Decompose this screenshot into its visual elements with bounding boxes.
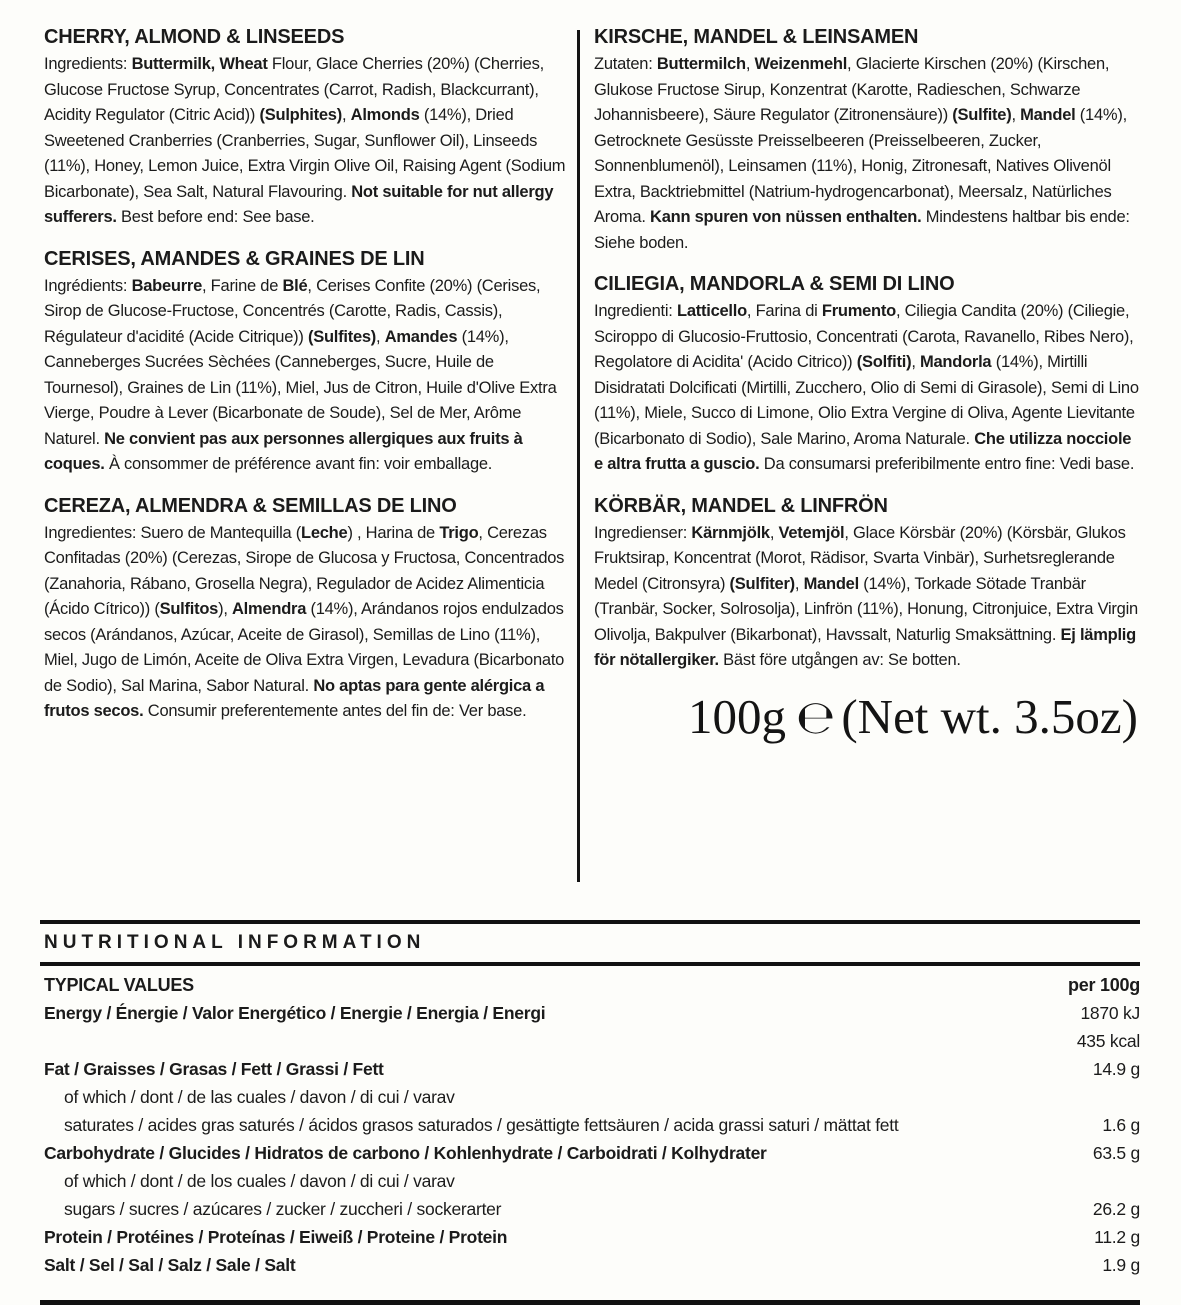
nutrition-row	[0, 1195, 1181, 1223]
text-segment: (14%), Canneberges Sucrées Sèchées (Canneberges, Sucre, Huile de Tournesol), Graines de Lin (11%), Miel, Jus de Citron, Huile d'Olive Extra Vierge, Poudre à Lever (Bicarbonate de Soude), Sel de Mer, Arôme Naturel.	[44, 327, 557, 448]
nutrition-row	[0, 1139, 1181, 1167]
nutrition-row	[0, 1251, 1181, 1279]
text-segment: Consumir preferentemente antes del fin de: Ver base.	[143, 702, 527, 720]
text-segment: À consommer de préférence avant fin: voir emballage.	[104, 455, 493, 473]
right-column	[594, 24, 1140, 922]
typical-values-label: TYPICAL VALUES	[44, 975, 194, 995]
nutrient-value: 26.2 g	[1092, 1199, 1140, 1219]
text-segment: Almonds	[350, 106, 420, 124]
text-segment: Almendra	[232, 600, 307, 618]
nutrition-table-header	[0, 971, 1181, 999]
nutrient-label: saturates / acides gras saturés / ácidos grasos saturados / gesättigte fettsäuren / acida grassi saturi / mättat fett	[64, 1115, 899, 1135]
nutrient-value: 1.6 g	[1102, 1115, 1140, 1135]
net-weight	[594, 689, 1140, 745]
section-italian	[594, 271, 1140, 478]
text-segment: , Ciliegia Candita (20%) (Ciliegie, Sciroppo di Glucosio-Fruttosio, Concentrati (Carota, Ravanello, Ribes Nero), Regolatore di Acidita' (Acido Citrico))	[594, 302, 1134, 371]
text-segment: (14%), Getrocknete Gesüsste Preisselbeeren (Preisselbeeren, Zucker, Sonnenblumenöl), Leinsamen (11%), Honig, Zitronesaft, Natives Olivenöl Extra, Backtriebmittel (Natrium-hydrogencarbonat), Meersalz, Natürliches Aroma.	[594, 106, 1127, 226]
per-100g-label: per 100g	[1067, 975, 1140, 995]
left-column	[44, 24, 568, 922]
nutrient-label: sugars / sucres / azúcares / zucker / zuccheri / sockerarter	[64, 1199, 502, 1219]
ingredients-text-english	[44, 52, 568, 231]
text-segment: Leche	[301, 523, 348, 542]
text-segment: Weizenmehl	[754, 55, 848, 73]
text-segment: Best before end: See base.	[116, 208, 315, 226]
nutrient-label: Energy / Énergie / Valor Energético / Energie / Energia / Energi	[44, 1003, 546, 1023]
nutrient-value: 435 kcal	[1076, 1031, 1140, 1051]
text-segment: (Solfiti)	[856, 353, 912, 371]
text-segment: Flour, Glace Cherries (20%) (Cherries, Glucose Fructose Syrup, Concentrates (Carrot, Radish, Blackcurrant), Acidity Regulator (Citric Acid))	[44, 55, 544, 124]
nutrient-label: of which / dont / de las cuales / davon / di cui / varav	[64, 1087, 455, 1107]
ingredients-text-swedish	[594, 521, 1140, 674]
estimated-sign: ℮	[796, 689, 836, 744]
nutrition-row	[0, 1167, 1181, 1195]
nutrition-row	[0, 1111, 1181, 1139]
text-segment: (14%), Mirtilli Disidratati Dolcificati (Mirtilli, Zucchero, Olio di Semi di Girasole), Semi di Lino (11%), Miele, Succo di Limone, Olio Extra Vergine di Oliva, Agente Lievitante (Bicarbonato di Sodio), Sale Marino, Aroma Naturale.	[594, 353, 1139, 448]
text-segment: Ingrédients:	[44, 276, 132, 295]
text-segment: Mandel	[803, 574, 859, 593]
text-segment: Bäst före utgången av: Se botten.	[718, 651, 961, 669]
text-segment: Frumento	[821, 302, 896, 320]
text-segment: Buttermilch	[656, 55, 746, 73]
text-segment: Amandes	[384, 327, 458, 346]
text-segment: , Cerises Confite (20%) (Cerises, Sirop de Glucose-Fructose, Concentrés (Carotte, Radis, Cassis), Régulateur d'acidité (Acide Citrique))	[44, 276, 541, 346]
net-weight-imperial: (Net wt. 3.5oz)	[841, 688, 1138, 744]
text-segment: ,	[745, 55, 755, 73]
text-segment: (14%), Dried Sweetened Cranberries (Cranberries, Sugar, Sunflower Oil), Linseeds (11%), Honey, Lemon Juice, Extra Virgin Olive Oil, Raising Agent (Sodium Bicarbonate), Sea Salt, Natural Flavouring.	[44, 106, 566, 201]
text-segment: Ingredienti:	[594, 302, 677, 320]
section-title-german: KIRSCHE, MANDEL & LEINSAMEN	[594, 26, 919, 48]
nutrient-value: 1.9 g	[1102, 1255, 1140, 1275]
nutrient-value: 1870 kJ	[1080, 1003, 1140, 1023]
text-segment: (Sulfiter)	[729, 574, 795, 593]
text-segment: Trigo	[439, 523, 479, 542]
text-segment: Ingredients:	[44, 55, 132, 73]
nutrition-panel	[0, 920, 1181, 1279]
text-segment: Buttermilk, Wheat	[131, 55, 268, 73]
text-segment: Mandel	[1020, 106, 1076, 124]
nutrition-row	[0, 1223, 1181, 1251]
section-german	[594, 24, 1140, 256]
ingredients-text-french	[44, 274, 568, 478]
nutrition-heading: NUTRITIONAL INFORMATION	[44, 932, 426, 953]
ingredients-text-italian	[594, 299, 1140, 478]
section-french	[44, 246, 568, 478]
nutrient-label: Salt / Sel / Sal / Salz / Sale / Salt	[44, 1255, 296, 1275]
text-segment: Kärnmjölk	[691, 523, 770, 542]
text-segment: (14%), Torkade Sötade Tranbär (Tranbär, Socker, Solrosolja), Linfrön (11%), Honung, Citronjuice, Extra Virgin Olivolja, Bakpulver (Bikarbonat), Havssalt, Naturlig Smaksättning.	[594, 574, 1138, 644]
text-segment: Sulfitos	[159, 600, 219, 618]
nutrient-value: 11.2 g	[1094, 1227, 1140, 1247]
section-title-english: CHERRY, ALMOND & LINSEEDS	[44, 26, 345, 48]
text-segment: (Sulfite)	[952, 106, 1012, 124]
text-segment: , Glacierte Kirschen (20%) (Kirschen, Glukose Fructose Sirup, Konzentrat (Karotte, Radieschen, Schwarze Johannisbeere), Säure Regulator (Zitronensäure))	[594, 55, 1110, 124]
nutrition-row	[0, 1027, 1181, 1055]
text-segment: , Farine de	[202, 276, 283, 295]
text-segment: Babeurre	[131, 276, 203, 295]
nutrient-value: 14.9 g	[1092, 1059, 1140, 1079]
section-title-spanish: CEREZA, ALMENDRA & SEMILLAS DE LINO	[44, 494, 457, 517]
text-segment: (Sulphites)	[259, 106, 342, 124]
nutrition-row	[0, 1083, 1181, 1111]
nutrient-value: 63.5 g	[1092, 1143, 1140, 1163]
text-segment: Blé	[282, 276, 308, 295]
text-segment: No aptas para gente alérgica a frutos secos.	[44, 676, 545, 720]
section-spanish	[44, 493, 568, 725]
text-segment: , Cerezas Confitadas (20%) (Cerezas, Sirope de Glucosa y Fructosa, Concentrados (Zanahoria, Rábano, Grosella Negra), Regulador de Acidez Alimenticia (Ácido Cítrico)) (	[44, 523, 565, 618]
text-segment: Vetemjöl	[778, 523, 845, 542]
nutrition-row	[0, 1055, 1181, 1083]
text-segment: , Farina di	[746, 302, 822, 320]
section-title-swedish: KÖRBÄR, MANDEL & LINFRÖN	[594, 494, 888, 517]
nutrient-label: Fat / Graisses / Grasas / Fett / Grassi / Fett	[44, 1059, 384, 1079]
text-segment: Zutaten:	[594, 55, 657, 73]
text-segment: ,	[911, 353, 921, 371]
text-segment: ,	[1011, 106, 1021, 124]
text-segment: Che utilizza nocciole e altra frutta a guscio.	[594, 429, 1132, 473]
text-segment: ),	[218, 600, 233, 618]
rule-bottom	[40, 1300, 1140, 1305]
text-segment: ,	[341, 106, 351, 124]
text-segment: Mindestens haltbar bis ende: Siehe boden.	[594, 208, 1130, 252]
text-segment: ,	[794, 574, 804, 593]
nutrient-label: of which / dont / de los cuales / davon / di cui / varav	[64, 1171, 455, 1191]
ingredients-text-spanish	[44, 521, 568, 725]
weight-amount: 100g	[688, 688, 787, 744]
text-segment: ) , Harina de	[347, 523, 440, 542]
text-segment: Not suitable for nut allergy sufferers.	[44, 182, 554, 226]
text-segment: Ne convient pas aux personnes allergiques aux fruits à coques.	[44, 429, 523, 473]
text-segment: ,	[376, 327, 385, 346]
text-segment: Da consumarsi preferibilmente entro fine: Vedi base.	[759, 455, 1135, 473]
text-segment: (14%), Arándanos rojos endulzados secos (Arándanos, Azúcar, Aceite de Girasol), Semillas de Lino (11%), Miel, Jugo de Limón, Aceite de Oliva Extra Virgen, Levadura (Bicarbonato de Sodio), Sal Marina, Sabor Natural.	[44, 600, 565, 695]
nutrient-label: Carbohydrate / Glucides / Hidratos de carbono / Kohlenhydrate / Carboidrati / Kolhydrater	[44, 1143, 767, 1163]
text-segment: Ingredienser:	[594, 523, 692, 542]
text-segment: Kann spuren von nüssen enthalten.	[650, 208, 922, 226]
section-english	[44, 24, 568, 231]
column-divider-line	[577, 30, 580, 882]
nutrition-row	[0, 999, 1181, 1027]
text-segment: Latticello	[676, 302, 747, 320]
section-title-french: CERISES, AMANDES & GRAINES DE LIN	[44, 247, 425, 270]
text-segment: Mandorla	[920, 353, 992, 371]
text-segment: , Glace Körsbär (20%) (Körsbär, Glukos Fruktsirap, Koncentrat (Morot, Rädisor, Svarta Vinbär), Surhetsreglerande Medel (Citronsyra)	[594, 523, 1126, 593]
text-segment: Ej lämplig för nötallergiker.	[594, 625, 1136, 669]
nutrient-label: Protein / Protéines / Proteínas / Eiweiß / Proteine / Protein	[44, 1227, 508, 1247]
text-segment: Ingredientes: Suero de Mantequilla (	[44, 523, 301, 542]
text-segment: (Sulfites)	[307, 327, 377, 346]
text-segment: ,	[769, 523, 779, 542]
section-swedish	[594, 493, 1140, 674]
nutrition-table	[0, 966, 1181, 1279]
ingredients-text-german	[594, 52, 1140, 256]
nutrition-rows	[0, 999, 1181, 1279]
section-title-italian: CILIEGIA, MANDORLA & SEMI DI LINO	[594, 273, 955, 295]
